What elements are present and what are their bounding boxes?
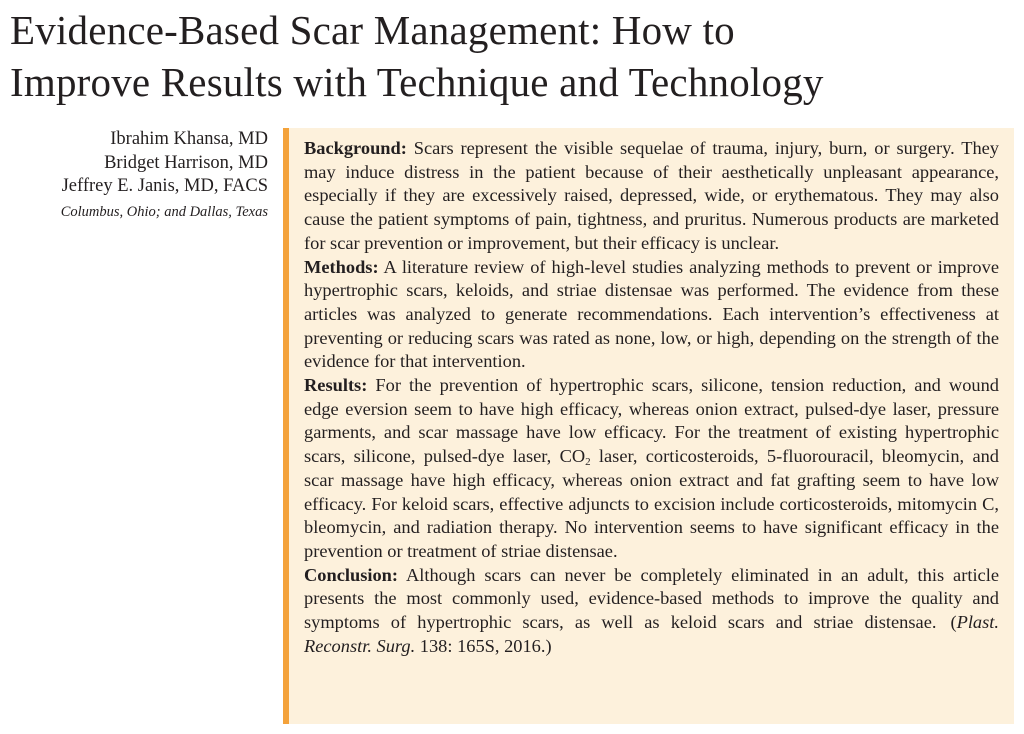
abstract-background [304,137,999,256]
author-block [61,128,268,222]
abstract-conclusion [304,564,999,659]
methods-label: Methods: [304,256,379,277]
abstract-body [304,137,999,658]
conclusion-text: Although scars can never be completely eliminated in an adult, this article presents the most commonly used, evidence-based methods to improve the quality and symptoms of hypertrophic scars, as well as keloid scars and striae distensae. [304,564,999,633]
co2-subscript: 2 [585,456,591,469]
author-affiliation: Columbus, Ohio; and Dallas, Texas [60,203,268,220]
abstract-methods [304,256,999,375]
author-name: Bridget Harrison, MD [104,152,268,173]
results-label: Results: [304,375,368,396]
title-line-1: Evidence-Based Scar Management: How to [10,7,735,53]
citation-volume: 138: 165S, 2016.) [415,635,552,656]
title-line-2: Improve Results with Technique and Technology [10,59,824,105]
background-text: Scars represent the visible sequelae of trauma, injury, burn, or surgery. They may induce distress in the patient because of their aesthetically unpleasant appearance, especially if they are excessively raised, depressed, wide, or erythematous. They may also cause the patient symptoms of pain, tightness, and pruritus. Numerous products are marketed for scar prevention or improvement, but their efficacy is unclear. [304,138,999,253]
results-text-continued: laser, corticosteroids, 5-fluorouracil, bleomycin, and scar massage have high efficacy, whereas onion extract and fat grafting seem to have low efficacy. For keloid scars, effective adjuncts to excision include corticosteroids, mitomycin C, bleomycin, and radiation therapy. No intervention seems to have significant efficacy in the prevention or treatment of striae distensae. [304,446,999,561]
conclusion-label: Conclusion: [304,564,399,585]
author-name: Jeffrey E. Janis, MD, FACS [61,176,268,196]
citation-open: ( [950,612,957,633]
citation-journal: Plast. Reconstr. Surg. [304,612,999,656]
background-label: Background: [304,138,407,158]
article-title [10,4,1016,108]
abstract-results [304,374,999,564]
results-text: For the prevention of hypertrophic scars, silicone, tension reduction, and wound edge eversion seem to have high efficacy, whereas onion extract, pulsed-dye laser, pressure garments, and scar massage have low efficacy. For the treatment of existing hypertrophic scars, silicone, pulsed-dye laser, CO [304,375,999,467]
author-name: Ibrahim Khansa, MD [110,129,268,149]
methods-text: A literature review of high-level studies analyzing methods to prevent or improve hypertrophic scars, keloids, and striae distensae was performed. The evidence from these articles was analyzed to generate recommendations. Each intervention’s effectiveness at preventing or reducing scars was rated as none, low, or high, depending on the strength of the evidence for that intervention. [304,256,999,372]
abstract-box [283,128,1014,724]
